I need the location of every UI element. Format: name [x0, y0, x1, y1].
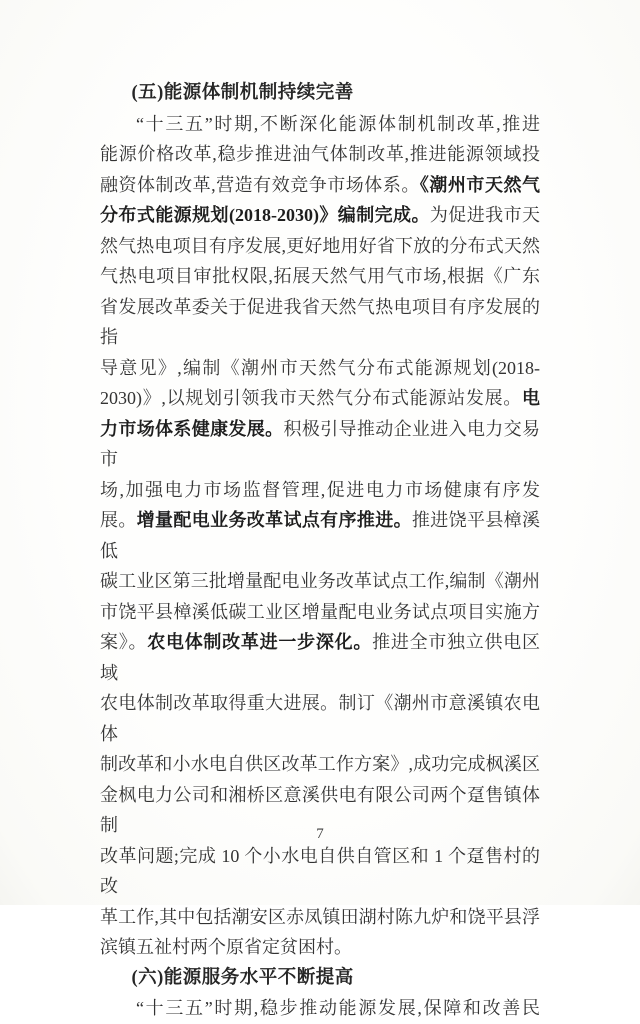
document-body: [100, 78, 540, 1024]
text-run: 然气热电项目有序发展,更好地用好省下放的分布式天然: [100, 235, 540, 256]
text-run: 革工作,其中包括潮安区赤凤镇田湖村陈九炉和饶平县浮: [100, 906, 540, 927]
text-line: [100, 383, 540, 414]
text-run: “十三五”时期,不断深化能源体制机制改革,推进: [136, 113, 540, 134]
text-line: [100, 231, 540, 262]
text-run: 改革问题;完成 10 个小水电自供自管区和 1 个趸售村的改: [100, 845, 540, 896]
text-line: [100, 261, 540, 292]
text-run: 气热电项目审批权限,拓展天然气用气市场,根据《广东: [100, 266, 540, 286]
text-run: 2030)》,以规划引领我市天然气分布式能源站发展。: [100, 388, 522, 408]
text-line: [100, 841, 540, 902]
text-line: [100, 566, 540, 597]
text-line: [100, 597, 540, 628]
text-line: [100, 505, 540, 566]
text-run: 农电体制改革取得重大进展。制订《潮州市意溪镇农电体: [100, 693, 540, 744]
text-run: 积极引导推动企业进入电力交易市: [100, 418, 541, 469]
text-line: [100, 170, 540, 201]
text-run: 制改革和小水电自供区改革工作方案》,成功完成枫溪区: [100, 754, 540, 774]
text-run: 金枫电力公司和湘桥区意溪供电有限公司两个趸售镇体制: [100, 784, 540, 835]
text-line: [100, 414, 540, 475]
text-run: 融资体制改革,营造有效竞争市场体系。: [100, 174, 420, 195]
page-number: 7: [316, 826, 324, 842]
bold-text-run: 分布式能源规划(2018-2030)》编制完成。: [100, 205, 430, 225]
bold-text-run: 农电体制改革进一步深化。: [147, 632, 373, 652]
text-run: 场,加强电力市场监督管理,促进电力市场健康有序发: [100, 479, 540, 500]
text-run: 展。: [100, 510, 137, 530]
text-line: [100, 200, 540, 231]
text-line: [100, 688, 540, 749]
text-run: 能源价格改革,稳步推进油气体制改革,推进能源领域投: [100, 144, 540, 164]
text-line: [100, 932, 540, 963]
text-run: 市饶平县樟溪低碳工业区增量配电业务试点项目实施方: [100, 601, 540, 622]
bold-text-run: 电: [522, 388, 540, 408]
text-line: [100, 902, 540, 933]
text-run: 案》。: [100, 632, 148, 652]
section-heading: (五)能源体制机制持续完善: [131, 83, 354, 103]
text-line: [100, 749, 540, 780]
text-run: 推进全市独立供电区域: [100, 632, 541, 683]
bold-text-run: 力市场体系健康发展。: [100, 418, 284, 439]
text-line: [100, 475, 540, 506]
text-line: [100, 627, 540, 688]
text-line: [100, 109, 540, 140]
text-run: “十三五”时期,稳步推动能源发展,保障和改善民: [136, 998, 540, 1018]
text-line: [100, 292, 540, 353]
section-heading: (六)能源服务水平不断提高: [131, 967, 354, 988]
text-run: 推进饶平县樟溪低: [100, 510, 541, 561]
text-line: [100, 139, 540, 170]
text-run: 省发展改革委关于促进我省天然气热电项目有序发展的指: [100, 296, 540, 347]
text-run: 滨镇五祉村两个原省定贫困村。: [100, 937, 352, 957]
text-line: [100, 353, 540, 384]
text-run: 导意见》,编制《潮州市天然气分布式能源规划(2018-: [100, 357, 540, 378]
text-run: 为促进我市天: [429, 205, 540, 225]
bold-text-run: 《潮州市天然气: [419, 174, 540, 195]
text-run: 碳工业区第三批增量配电业务改革试点工作,编制《潮州: [100, 571, 540, 591]
bold-text-run: 增量配电业务改革试点有序推进。: [136, 510, 412, 530]
text-line: [100, 993, 540, 1024]
